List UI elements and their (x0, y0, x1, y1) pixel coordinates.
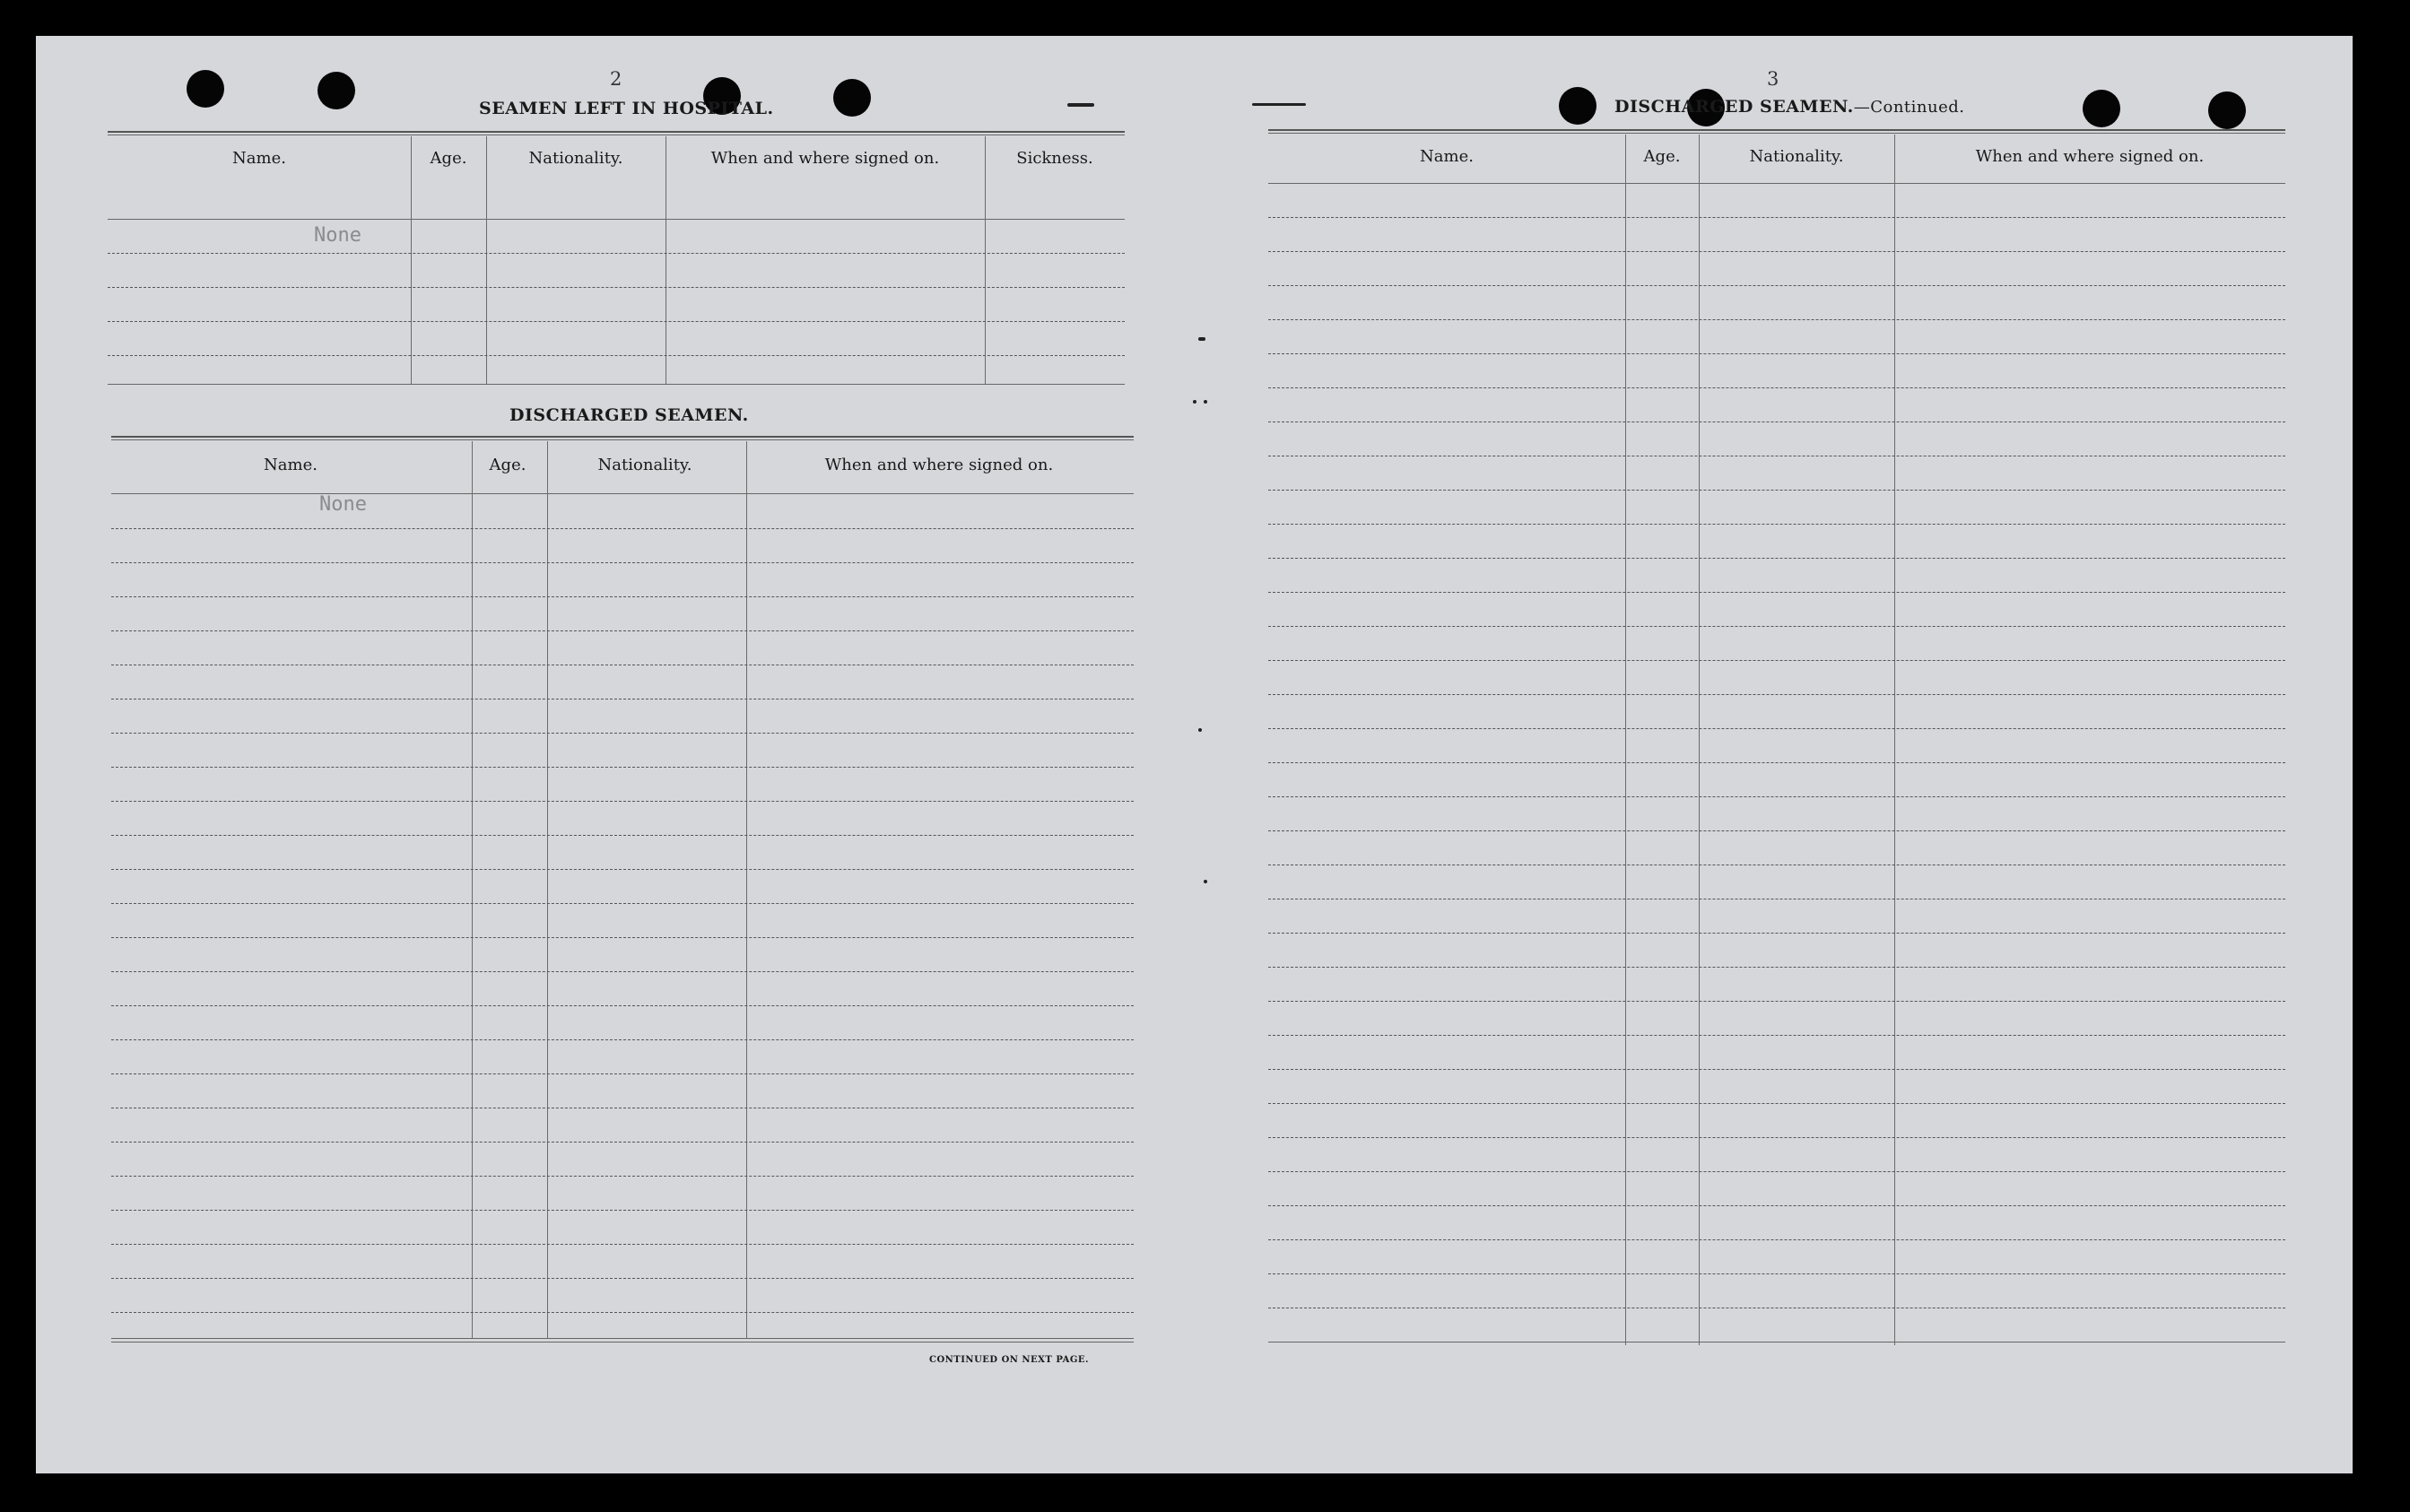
title-suffix: —Continued. (1853, 98, 1965, 117)
column-header-nationality: Nationality. (597, 456, 692, 474)
section-title-hospital: SEAMEN LEFT IN HOSPITAL. (479, 99, 774, 118)
column-header-age: Age. (430, 149, 467, 168)
fold-mark (1193, 400, 1196, 404)
continued-note: CONTINUED ON NEXT PAGE. (929, 1355, 1090, 1365)
column-header-name: Name. (264, 456, 318, 474)
hospital-entry: None (314, 224, 361, 247)
discharged-table-left (111, 436, 1134, 1395)
fold-mark (1067, 103, 1094, 107)
column-header-signed-on: When and where signed on. (824, 456, 1054, 474)
column-header-age: Age. (1643, 147, 1681, 166)
punch-hole (187, 70, 224, 108)
column-header-name: Name. (232, 149, 286, 168)
discharged-table-right (1268, 129, 2285, 1394)
column-header-name: Name. (1420, 147, 1474, 166)
punch-hole (1559, 87, 1597, 125)
page-number: 2 (610, 68, 622, 90)
punch-hole (2208, 91, 2246, 129)
column-header-age: Age. (489, 456, 526, 474)
punch-hole (833, 79, 871, 117)
column-header-signed-on: When and where signed on. (1975, 147, 2205, 166)
column-header-signed-on: When and where signed on. (710, 149, 940, 168)
section-title-discharged-continued (1614, 97, 1965, 117)
fold-mark (1204, 880, 1207, 883)
document-sheet (36, 36, 2353, 1473)
fold-mark (1252, 103, 1306, 106)
title-text: DISCHARGED SEAMEN. (1614, 97, 1854, 117)
punch-hole (2083, 90, 2120, 127)
fold-mark (1204, 400, 1207, 404)
hospital-table (108, 131, 1125, 400)
section-title-discharged: DISCHARGED SEAMEN. (509, 405, 749, 425)
fold-mark (1198, 337, 1205, 341)
fold-mark (1198, 728, 1202, 732)
punch-hole (318, 72, 355, 109)
column-header-nationality: Nationality. (528, 149, 623, 168)
column-header-sickness: Sickness. (1016, 149, 1093, 168)
discharged-entry: None (319, 493, 367, 516)
column-header-nationality: Nationality. (1749, 147, 1844, 166)
page-number: 3 (1767, 68, 1779, 90)
